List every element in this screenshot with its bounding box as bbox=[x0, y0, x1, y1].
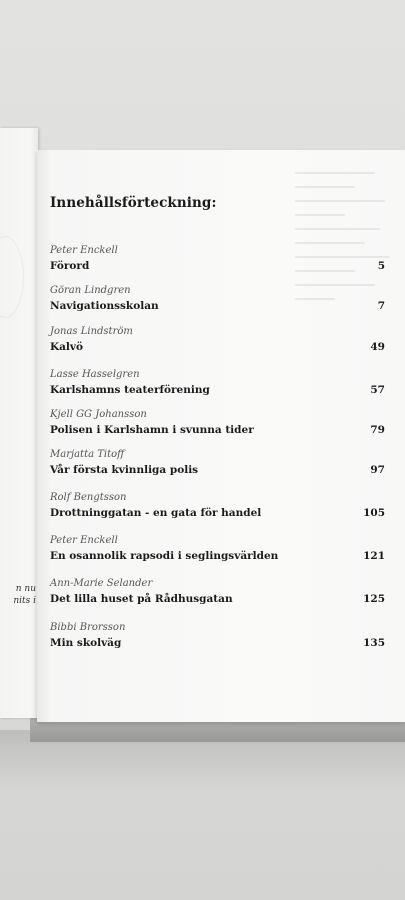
toc-entry-title: En osannolik rapsodi i seglingsvärlden bbox=[50, 550, 279, 562]
toc-entry-author: Peter Enckell bbox=[50, 245, 118, 256]
toc-entry-author: Ann-Marie Selander bbox=[50, 578, 153, 589]
toc-entry-title: Karlshamns teaterförening bbox=[50, 384, 210, 396]
toc-entry-page-number: 49 bbox=[370, 341, 385, 353]
toc-entry bbox=[50, 534, 385, 563]
left-page-text-snippet bbox=[0, 583, 36, 607]
toc-entry bbox=[50, 284, 385, 313]
toc-entry-title: Förord bbox=[50, 260, 90, 272]
toc-page bbox=[37, 150, 405, 722]
toc-entry-title: Vår första kvinnliga polis bbox=[50, 464, 199, 476]
left-page-line-1: n nu bbox=[15, 584, 36, 594]
left-page-line-2: nits i bbox=[13, 596, 36, 606]
toc-entry-page-number: 79 bbox=[370, 424, 385, 436]
toc-entry-author: Kjell GG Johansson bbox=[50, 409, 147, 420]
toc-entry bbox=[50, 408, 385, 437]
toc-entry bbox=[50, 368, 385, 397]
toc-entry bbox=[50, 621, 385, 650]
toc-heading: Innehållsförteckning: bbox=[50, 195, 217, 211]
toc-entry bbox=[50, 325, 385, 354]
toc-entry-author: Peter Enckell bbox=[50, 535, 118, 546]
toc-entry-page-number: 7 bbox=[377, 300, 385, 312]
toc-entry-title: Navigationsskolan bbox=[50, 300, 159, 312]
toc-entry-page-number: 5 bbox=[377, 260, 385, 272]
toc-entry-author: Lasse Hasselgren bbox=[50, 369, 140, 380]
toc-entry bbox=[50, 244, 385, 273]
toc-entry-author: Marjatta Titoff bbox=[50, 449, 125, 460]
toc-entry-page-number: 125 bbox=[363, 593, 385, 605]
toc-entry bbox=[50, 491, 385, 520]
toc-entry-title: Kalvö bbox=[50, 341, 84, 353]
toc-entry-author: Rolf Bengtsson bbox=[50, 492, 127, 503]
toc-entry-title: Polisen i Karlshamn i svunna tider bbox=[50, 424, 254, 436]
toc-entry-author: Jonas Lindström bbox=[50, 326, 133, 337]
toc-entry-author: Bibbi Brorsson bbox=[50, 622, 126, 633]
toc-entry-page-number: 135 bbox=[363, 637, 385, 649]
toc-entry-title: Det lilla huset på Rådhusgatan bbox=[50, 593, 233, 605]
toc-entry-page-number: 57 bbox=[370, 384, 385, 396]
toc-entry bbox=[50, 577, 385, 606]
toc-entry-author: Göran Lindgren bbox=[50, 285, 131, 296]
left-facing-page bbox=[0, 128, 38, 718]
toc-entry-title: Min skolväg bbox=[50, 637, 122, 649]
toc-entry bbox=[50, 448, 385, 477]
toc-entry-page-number: 105 bbox=[363, 507, 385, 519]
left-page-curl bbox=[0, 236, 24, 318]
toc-entry-page-number: 97 bbox=[370, 464, 385, 476]
toc-entry-page-number: 121 bbox=[363, 550, 385, 562]
toc-entry-title: Drottninggatan - en gata för handel bbox=[50, 507, 262, 519]
